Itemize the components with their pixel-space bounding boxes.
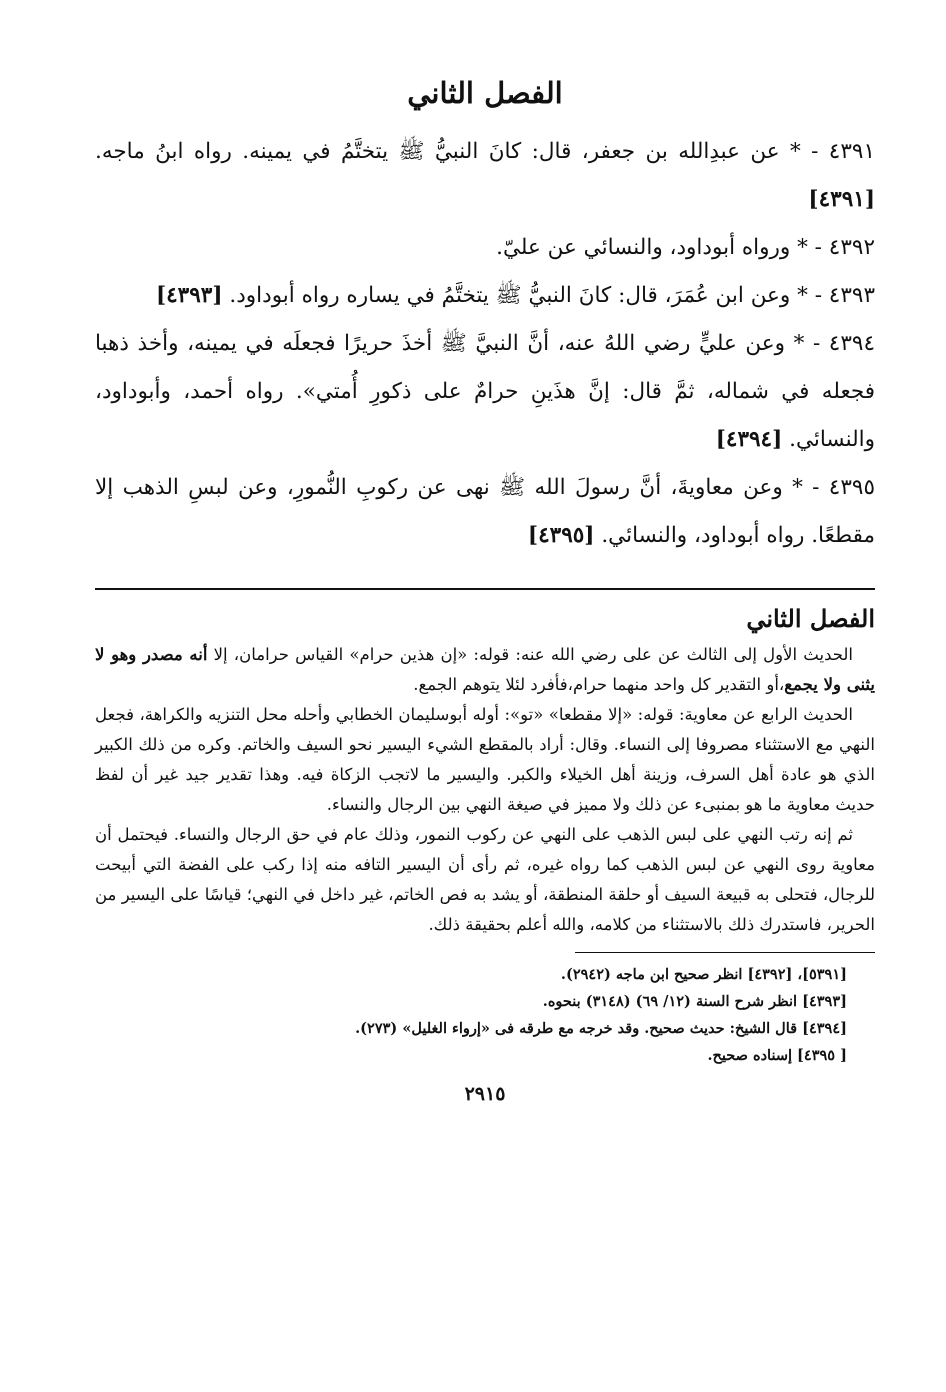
commentary-paragraph <box>95 700 875 820</box>
hadith-entry <box>95 320 875 464</box>
hadith-reference: [٤٣٩٤] <box>715 427 783 452</box>
document-page <box>95 70 875 1370</box>
hadith-text: ٤٣٩٥ - * وعن معاويةَ، أنَّ رسولَ الله ﷺ نهى عن ركوبِ النُّمورِ، وعن لبسِ الذهب إلا مقطعًا. رواه أبوداود، والنسائي. <box>95 475 875 548</box>
hadith-entry <box>95 272 875 320</box>
hadith-entry <box>95 224 875 272</box>
hadith-reference: [٤٣٩١] <box>808 187 875 212</box>
footnote-rule-wrapper <box>95 952 875 953</box>
page-number: ٢٩١٥ <box>464 1083 506 1105</box>
footnote: [٤٣٩٣] انظر شرح السنة (١٢/ ٦٩) (٣١٤٨) بنحوه. <box>542 993 847 1010</box>
commentary-paragraph <box>95 640 875 700</box>
hadith-reference: [٤٣٩٥] <box>527 523 595 548</box>
commentary-bold-text: أنه مصدر وهو لا يثنى ولا يجمع <box>95 645 875 694</box>
hadith-text: ٤٣٩٣ - * وعن ابن عُمَرَ، قال: كانَ النبيُّ ﷺ يتختَّمُ في يساره رواه أبوداود. <box>229 283 875 308</box>
hadith-entry <box>95 464 875 560</box>
commentary-text: الحديث الأول إلى الثالث عن على رضي الله عنه: قوله: «إن هذين حرام» القياس حرامان، إلا <box>207 645 854 664</box>
hadith-list <box>95 128 875 560</box>
footnotes <box>95 961 875 1069</box>
footnote: [ ٤٣٩٥] إسناده صحيح. <box>707 1047 847 1064</box>
commentary-text: الحديث الرابع عن معاوية: قوله: «إلا مقطعا» «تو»: أوله أبوسليمان الخطابي وأحله محل التنزيه والكراهة، فجعل النهي مع الاستثناء مصروفا إلى النساء. وقال: أراد بالمقطع الشيء اليسير نحو السيف والخاتم. وكره من ذلك الكبير الذي هو عادة أهل السرف، وزينة أهل الخيلاء والكبر. واليسير ما لاتجب الزكاة فيه. وهذا تقدير جيد غير أن لفظ حديث معاوية ما هو بمنبىء عن ذلك ولا مميز في صيغة النهي بين الرجال والنساء. <box>95 705 875 814</box>
hadith-text: ٤٣٩٢ - * ورواه أبوداود، والنسائي عن عليّ. <box>496 235 875 260</box>
chapter-heading: الفصل الثاني <box>407 76 563 110</box>
commentary-paragraph <box>95 820 875 940</box>
commentary-section <box>95 600 875 940</box>
commentary-text: ثم إنه رتب النهي على لبس الذهب على النهي عن ركوب النمور، وذلك عام في حق الرجال والنساء. فيحتمل أن معاوية روى النهي عن لبس الذهب كما رواه غيره، ثم رأى أن اليسير التافه منه إذا ركب على الفضة التي أبيحت للرجال، فتحلى به قبيعة السيف أو حلقة المنطقة، أو يشد به فص الخاتم، غير داخل في النهي؛ قياسًا على اليسير من الحرير، فاستدرك ذلك بالاستثناء من كلامه، والله أعلم بحقيقة ذلك. <box>95 825 875 934</box>
hadith-text: ٤٣٩١ - * عن عبدِالله بن جعفر، قال: كانَ النبيُّ ﷺ يتختَّمُ في يمينه. رواه ابنُ ماجه. <box>95 139 875 164</box>
footnote-rule <box>575 952 875 953</box>
hadith-reference: [٤٣٩٣] <box>155 283 223 308</box>
footnote: [٤٣٩٤] قال الشيخ: حديث صحيح. وقد خرجه مع طرقه فى «إرواء الغليل» (٢٧٣). <box>355 1020 847 1037</box>
section-divider <box>95 588 875 590</box>
commentary-heading: الفصل الثاني <box>746 604 875 633</box>
hadith-entry <box>95 128 875 224</box>
footnote: [٥٣٩١]، [٤٣٩٢] انظر صحيح ابن ماجه (٢٩٤٢). <box>560 966 847 983</box>
commentary-text: ،أو التقدير كل واحد منهما حرام،فأفرد لئلا يتوهم الجمع. <box>413 675 785 694</box>
hadith-text: ٤٣٩٤ - * وعن عليٍّ رضي اللهُ عنه، أنَّ النبيَّ ﷺ أخذَ حريرًا فجعلَه في يمينه، وأخذ ذهبا فجعله في شماله، ثمَّ قال: إنَّ هذَينِ حرامٌ على ذكورِ أُمتي». رواه أحمد، وأبوداود، والنسائي. <box>95 331 875 452</box>
